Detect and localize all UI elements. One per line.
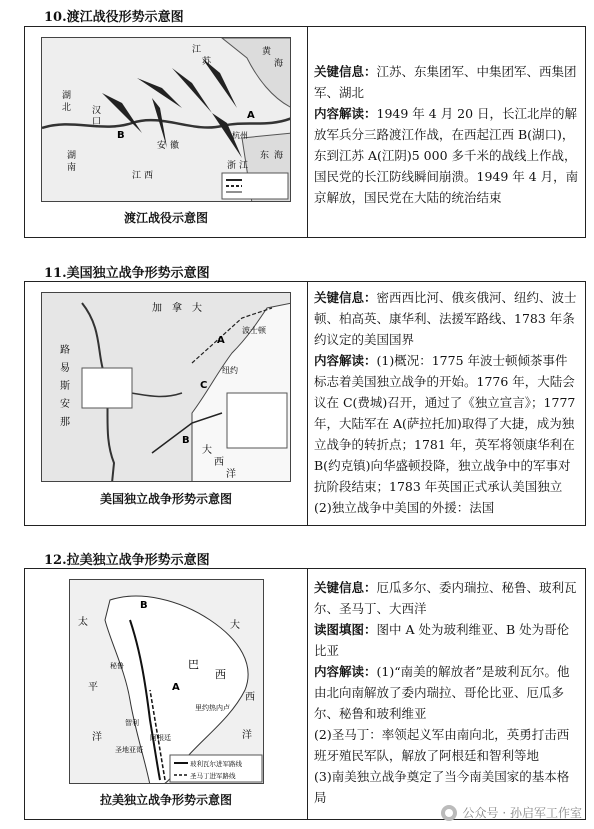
info-label: 内容解读：: [314, 664, 377, 679]
svg-text:南: 南: [67, 163, 77, 173]
info-cell: [308, 282, 585, 525]
map-caption: 美国独立战争形势示意图: [99, 492, 232, 506]
svg-text:江: 江: [192, 45, 202, 55]
info-text: (2)圣马丁：率领起义军由南向北，英勇打击西班牙殖民军队，解放了阿根廷和智利等地: [314, 727, 570, 763]
svg-text:纽约: 纽约: [222, 366, 238, 375]
section-table: [24, 568, 586, 820]
svg-text:易: 易: [60, 363, 70, 374]
svg-text:西: 西: [215, 668, 226, 681]
svg-text:波士顿: 波士顿: [242, 326, 266, 335]
svg-text:A: A: [217, 335, 225, 346]
svg-text:口: 口: [92, 117, 102, 127]
watermark-text: 公众号 · 孙启军工作室: [462, 806, 582, 820]
info-label: 关键信息：: [314, 64, 377, 79]
svg-text:路: 路: [60, 345, 70, 356]
svg-text:里约热内卢: 里约热内卢: [195, 704, 230, 712]
map-cell: [25, 282, 308, 525]
info-text: 1949 年 4 月 20 日，长江北岸的解放军兵分三路渡江作战，在西起江西 B(湖口)，东到江苏 A(江阴)5 000 多千米的战线上作战，国民党的长江防线瞬间崩溃。1949 年 4 月，南京解放，国民党在大陆的统治结束: [314, 106, 579, 205]
info-label: 关键信息：: [314, 290, 377, 305]
svg-text:西: 西: [214, 457, 224, 468]
svg-text:B: B: [140, 600, 148, 611]
svg-text:洋: 洋: [226, 469, 236, 480]
svg-text:智利: 智利: [125, 719, 139, 727]
svg-text:汉: 汉: [92, 106, 102, 116]
svg-text:洋: 洋: [242, 730, 252, 741]
map-caption: 拉美独立战争形势示意图: [99, 793, 232, 807]
info-paragraph: [314, 766, 579, 808]
info-text: 厄瓜多尔、委内瑞拉、秘鲁、玻利瓦尔、圣马丁、大西洋: [314, 580, 577, 616]
section-table: [24, 26, 586, 238]
svg-text:玻利瓦尔进军路线: 玻利瓦尔进军路线: [190, 760, 242, 768]
info-text: 密西西比河、俄亥俄河、纽约、波士顿、柏高英、康华利、法援军路线、1783 年条约议定的美国国界: [314, 290, 577, 347]
svg-text:安: 安: [60, 399, 70, 410]
map-image: [69, 579, 264, 784]
info-paragraph: [314, 497, 579, 518]
map-cell: [25, 27, 308, 237]
svg-text:圣地亚哥: 圣地亚哥: [115, 746, 143, 754]
svg-text:海: 海: [274, 59, 284, 69]
info-text: (2)独立战争中美国的外援：法国: [314, 500, 495, 515]
map-image: [41, 292, 291, 482]
svg-text:平: 平: [88, 682, 98, 693]
svg-text:斯: 斯: [60, 381, 70, 392]
info-text: (1)“南美的解放者”是玻利瓦尔。他由北向南解放了委内瑞拉、哥伦比亚、厄瓜多尔、秘鲁和玻利维亚: [314, 664, 570, 721]
svg-text:江: 江: [239, 161, 249, 171]
svg-text:安: 安: [157, 141, 167, 151]
info-label: 关键信息：: [314, 580, 377, 595]
svg-text:洋: 洋: [92, 732, 102, 743]
svg-text:加: 加: [152, 303, 162, 314]
svg-text:黄: 黄: [262, 47, 272, 57]
svg-text:拿: 拿: [172, 303, 182, 314]
info-label: 读图填图：: [314, 622, 377, 637]
svg-text:湖: 湖: [67, 151, 77, 161]
section-title: 10.渡江战役形势示意图: [44, 10, 184, 25]
svg-text:东: 东: [260, 151, 270, 161]
map-image: [41, 37, 291, 202]
info-label: 内容解读：: [314, 353, 377, 368]
svg-text:A: A: [247, 110, 255, 121]
svg-text:北: 北: [62, 103, 72, 113]
svg-text:秘鲁: 秘鲁: [110, 662, 124, 670]
info-paragraph: [314, 619, 579, 661]
info-text: 江苏、东集团军、中集团军、西集团军、湖北: [314, 64, 577, 100]
svg-text:海: 海: [274, 151, 284, 161]
info-text: (1)概况：1775 年波士顿倾茶事件标志着美国独立战争的开始。1776 年，大陆会议在 C(费城)召开，通过了《独立宣言》；1777 年，大陆军在 A(萨拉托加)取得了大捷，成为独立战争的转折点；1781 年，英军将领康华利在 B(约克镇)向华盛顿投降，独立战争中的军事对抗阶段结束；1783 年英国正式承认美国独立: [314, 353, 576, 494]
svg-text:湖: 湖: [62, 91, 72, 101]
info-paragraph: [314, 287, 579, 350]
info-label: 内容解读：: [314, 106, 377, 121]
svg-text:浙: 浙: [227, 161, 237, 171]
svg-text:B: B: [117, 130, 125, 141]
info-paragraph: [314, 61, 579, 103]
section-table: [24, 281, 586, 526]
svg-text:圣马丁进军路线: 圣马丁进军路线: [190, 772, 236, 780]
info-text: 图中 A 处为玻利维亚、B 处为哥伦比亚: [314, 622, 570, 658]
svg-text:杭州: 杭州: [232, 131, 248, 140]
info-cell: [308, 569, 585, 819]
info-paragraph: [314, 350, 579, 497]
section-title: 11.美国独立战争形势示意图: [44, 266, 210, 281]
info-paragraph: [314, 577, 579, 619]
svg-text:西: 西: [144, 171, 154, 181]
svg-text:苏: 苏: [202, 57, 212, 67]
svg-text:A: A: [172, 682, 180, 693]
map-caption: 渡江战役示意图: [123, 211, 208, 225]
svg-text:大: 大: [202, 445, 212, 456]
map-cell: [25, 569, 308, 819]
wechat-icon: [441, 805, 457, 821]
info-paragraph: [314, 661, 579, 724]
svg-text:江: 江: [132, 171, 142, 181]
svg-text:那: 那: [60, 417, 70, 428]
svg-text:B: B: [182, 435, 190, 446]
svg-text:大: 大: [192, 303, 202, 314]
svg-text:太: 太: [78, 617, 88, 628]
info-paragraph: [314, 103, 579, 208]
svg-text:阿根廷: 阿根廷: [150, 734, 171, 742]
svg-text:西: 西: [245, 692, 255, 703]
info-cell: [308, 27, 585, 237]
svg-text:大: 大: [230, 620, 240, 631]
svg-text:C: C: [200, 380, 208, 391]
watermark: [441, 804, 582, 821]
svg-text:巴: 巴: [188, 658, 199, 671]
svg-text:徽: 徽: [170, 141, 180, 151]
info-text: (3)南美独立战争奠定了当今南美国家的基本格局: [314, 769, 570, 805]
info-paragraph: [314, 724, 579, 766]
section-title: 12.拉美独立战争形势示意图: [44, 553, 210, 568]
